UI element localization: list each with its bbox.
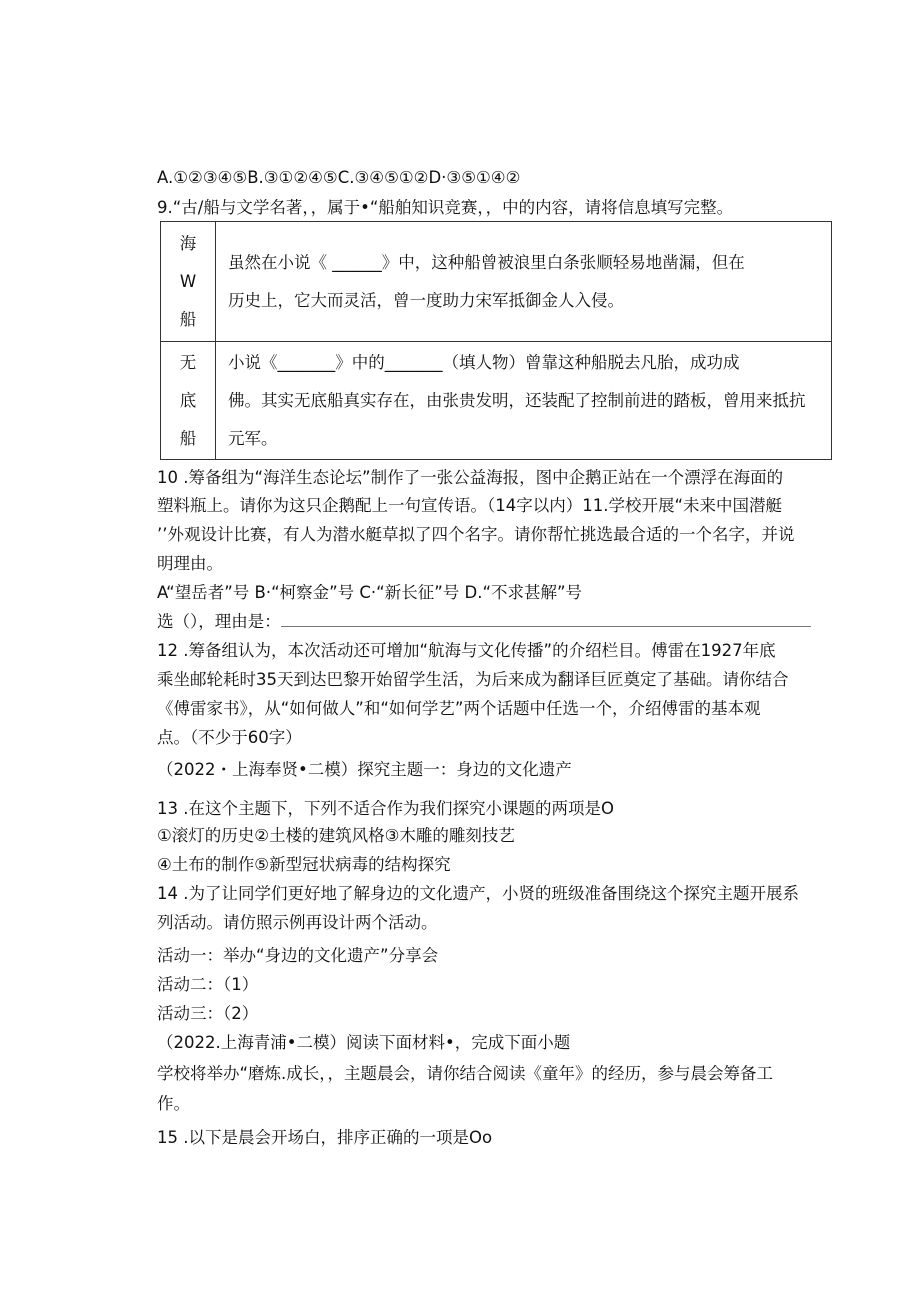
- question-10-line2: 塑料瓶上。请你为这只企鹅配上一句宣传语。（14字以内）11.学校开展“未来中国潜艇: [157, 496, 783, 515]
- question-12-line3: 《傅雷家书》，从“如何做人”和“如何学艺”两个话题中任选一个，介绍傅雷的基本观: [157, 699, 761, 718]
- row-text-line: 历史上，它大而灵活，曾一度助力宋军抵御金人入侵。: [228, 290, 624, 310]
- question-10-line1: 10 .筹备组为“海洋生态论坛”制作了一张公益海报，图中企鹅正站在一个漂浮在海面的: [157, 468, 784, 487]
- question-12-line4: 点。（不少于60字）: [157, 728, 302, 747]
- row-content-wudichuan: [216, 342, 832, 460]
- row-text-line: 虽然在小说《 ______》中，这种船曾被浪里白条张顺轻易地凿漏，但在: [228, 252, 745, 272]
- boat-info-table: [160, 221, 832, 460]
- question-13-options-2: ④土布的制作⑤新型冠状病毒的结构探究: [157, 855, 451, 874]
- question-15: 15 .以下是晨会开场白，排序正确的一项是Oo: [157, 1128, 493, 1147]
- answer-prompt: 选（），理由是：: [157, 612, 281, 631]
- row-content-haiqiu: [216, 222, 832, 342]
- question-9: 9.“古/船与文学名著，，属于•“船舶知识竞赛，，中的内容，请将信息填写完整。: [157, 198, 734, 217]
- row-text-line: 佛。其实无底船真实存在，由张贵发明，还装配了控制前进的踏板，曾用来抵抗: [228, 390, 806, 410]
- question-14-line1: 14 .为了让同学们更好地了解身边的文化遗产，小贤的班级准备围绕这个探究主题开展系: [157, 884, 799, 903]
- table-row: [161, 222, 832, 342]
- question-11-line2: 明理由。: [157, 554, 223, 573]
- intro-line2: 作。: [157, 1094, 190, 1113]
- table-row: [161, 342, 832, 460]
- answer-blank[interactable]: [281, 612, 811, 627]
- activity-3: 活动三：（2）: [157, 1004, 259, 1023]
- row-label-char: 无: [179, 352, 197, 372]
- row-label-haiqiu: [161, 222, 216, 342]
- section-heading-2: （2022.上海青浦•二模）阅读下面材料•，完成下面小题: [157, 1033, 571, 1052]
- row-label-char: W: [179, 271, 197, 291]
- question-11-line1: ’’外观设计比赛，有人为潜水艇草拟了四个名字。请你帮忙挑选最合适的一个名字，并说: [157, 525, 795, 544]
- row-label-wudichuan: [161, 342, 216, 460]
- question-12-line2: 乘坐邮轮耗时35天到达巴黎开始留学生活，为后来成为翻译巨匠奠定了基础。请你结合: [157, 670, 789, 689]
- row-label-char: 底: [179, 390, 197, 410]
- question-12-line1: 12 .筹备组认为，本次活动还可增加“航海与文化传播”的介绍栏目。傅雷在1927年底: [157, 641, 776, 660]
- row-label-char: 海: [179, 233, 197, 253]
- row-label-char: 船: [179, 309, 197, 329]
- question-13: 13 .在这个主题下，下列不适合作为我们探究小课题的两项是O: [157, 799, 614, 818]
- section-heading-1: （2022・上海奉贤•二模）探究主题一：身边的文化遗产: [157, 760, 572, 779]
- activity-1: 活动一：举办“身边的文化遗产”分享会: [157, 946, 439, 965]
- question-11-options: A“望岳者”号 B·“柯察金”号 C·“新长征”号 D.“不求甚解”号: [157, 583, 583, 602]
- activity-2: 活动二：（1）: [157, 975, 259, 994]
- intro-line1: 学校将举办“磨炼.成长，，主题晨会，请你结合阅读《童年》的经历，参与晨会筹备工: [157, 1064, 774, 1083]
- question-13-options-1: ①滚灯的历史②土楼的建筑风格③木雕的雕刻技艺: [157, 826, 515, 845]
- row-label-char: 船: [179, 428, 197, 448]
- row-text-line: 小说《_______》中的_______（填人物）曾靠这种船脱去凡胎，成功成: [228, 352, 740, 372]
- question-14-line2: 列活动。请仿照示例再设计两个活动。: [157, 913, 438, 932]
- row-text-line: 元军。: [228, 428, 278, 448]
- options-row: A.①②③④⑤B.③①②④⑤C.③④⑤①②D·③⑤①④②: [157, 168, 521, 187]
- question-11-answer: [157, 612, 811, 632]
